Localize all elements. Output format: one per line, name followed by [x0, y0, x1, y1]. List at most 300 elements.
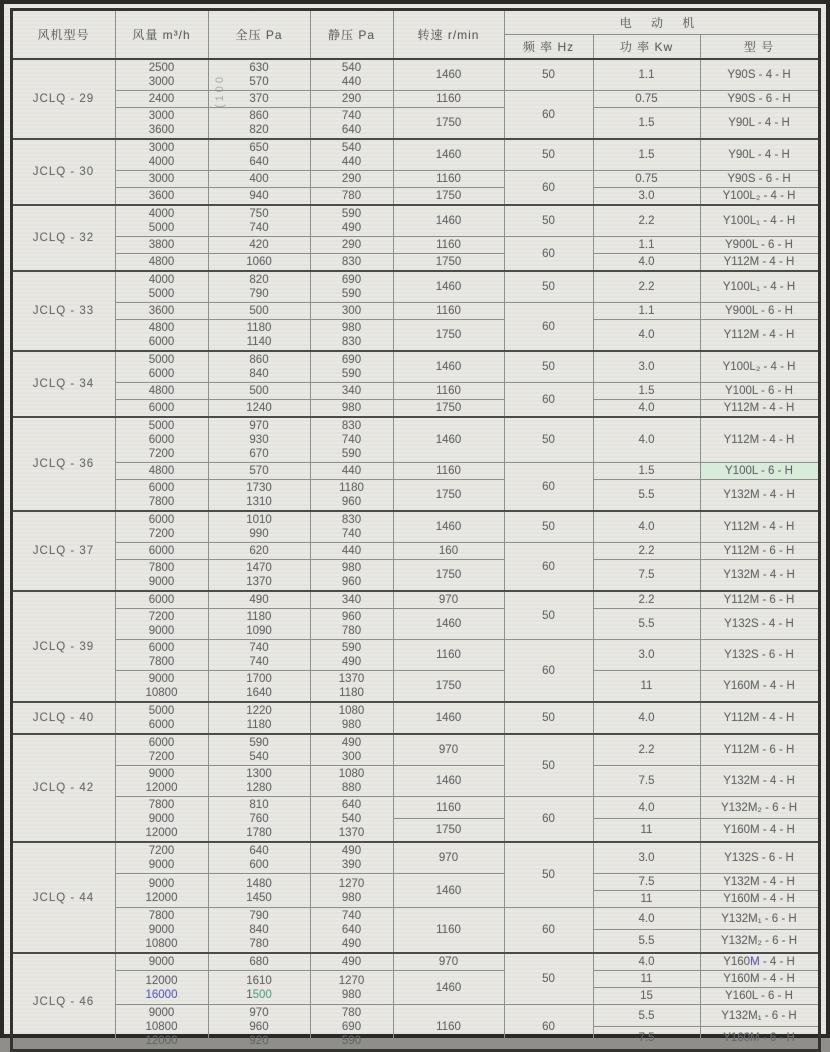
model-band	[11, 511, 819, 591]
flow-cell: 6000 7200	[115, 511, 208, 543]
motor-model-cell: Y100L₁ - 4 - H	[700, 271, 819, 303]
frequency-cell: 50	[504, 511, 593, 543]
speed-cell: 1160	[393, 237, 504, 254]
model-band	[11, 271, 819, 351]
static-pressure-cell: 830	[310, 254, 393, 272]
header-motor-model: 型 号	[700, 35, 819, 60]
flow-cell: 4000 5000	[115, 271, 208, 303]
header-frequency: 频 率 Hz	[504, 35, 593, 60]
frequency-cell: 50	[504, 734, 593, 797]
fan-spec-table	[10, 8, 821, 1052]
power-cell: 1.1	[593, 303, 700, 320]
motor-model-cell: Y132M - 4 - H	[700, 480, 819, 512]
speed-cell: 1460	[393, 702, 504, 734]
power-cell: 4.0	[593, 511, 700, 543]
total-pressure-cell: 940	[208, 188, 310, 206]
fan-model-cell: JCLQ - 32	[11, 205, 115, 271]
speed-cell: 970	[393, 591, 504, 609]
frequency-cell: 50	[504, 271, 593, 303]
total-pressure-cell: 1180 1090	[208, 609, 310, 640]
motor-model-cell: Y112M - 6 - H	[700, 591, 819, 609]
total-pressure-cell: 1700 1640	[208, 671, 310, 703]
total-pressure-cell: 370	[208, 91, 310, 108]
total-pressure-cell: 1220 1180	[208, 702, 310, 734]
frequency-cell: 60	[504, 1005, 593, 1051]
static-pressure-cell: 640 540 1370	[310, 797, 393, 843]
total-pressure-cell: 1180 1140	[208, 320, 310, 352]
speed-cell: 1460	[393, 511, 504, 543]
flow-cell: 12000 16000	[115, 971, 208, 1005]
flow-cell: 2400	[115, 91, 208, 108]
total-pressure-cell: 570	[208, 463, 310, 480]
table-row	[11, 91, 819, 108]
table-row	[11, 971, 819, 988]
static-pressure-cell: 590 490	[310, 205, 393, 237]
speed-cell: 1160	[393, 171, 504, 188]
flow-cell: 4800 6000	[115, 320, 208, 352]
total-pressure-cell: 970 930 670	[208, 417, 310, 463]
power-cell: 4.0	[593, 953, 700, 971]
total-pressure-cell: 400	[208, 171, 310, 188]
total-pressure-cell: 1240	[208, 400, 310, 418]
speed-cell: 1160	[393, 908, 504, 954]
speed-cell: 1460	[393, 971, 504, 1005]
frequency-cell: 60	[504, 383, 593, 418]
model-band	[11, 702, 819, 734]
power-cell: 0.75	[593, 91, 700, 108]
table-row	[11, 842, 819, 874]
frequency-cell: 50	[504, 351, 593, 383]
static-pressure-cell: 490 390	[310, 842, 393, 874]
motor-model-cell: Y112M - 4 - H	[700, 702, 819, 734]
motor-model-cell: Y90S - 6 - H	[700, 171, 819, 188]
static-pressure-cell: 980	[310, 400, 393, 418]
power-cell: 2.2	[593, 591, 700, 609]
flow-cell: 3000 4000	[115, 139, 208, 171]
speed-cell: 1160	[393, 383, 504, 400]
table-row	[11, 108, 819, 140]
speed-cell: 970	[393, 842, 504, 874]
motor-model-cell: Y100L₂ - 4 - H	[700, 351, 819, 383]
table-row	[11, 417, 819, 463]
flow-cell: 3600	[115, 303, 208, 320]
motor-model-cell: Y160M - 4 - H	[700, 891, 819, 908]
total-pressure-cell: 820 790	[208, 271, 310, 303]
total-pressure-cell: 640 600	[208, 842, 310, 874]
flow-cell: 4800	[115, 254, 208, 272]
static-pressure-cell: 340	[310, 591, 393, 609]
table-row	[11, 609, 819, 640]
flow-cell: 6000 7200	[115, 734, 208, 766]
motor-model-cell: Y100L₂ - 4 - H	[700, 188, 819, 206]
speed-cell: 1460	[393, 205, 504, 237]
static-pressure-cell: 440	[310, 543, 393, 560]
fan-model-cell: JCLQ - 40	[11, 702, 115, 734]
table-row	[11, 560, 819, 592]
total-pressure-cell: 590 540	[208, 734, 310, 766]
frequency-cell: 60	[504, 463, 593, 512]
frequency-cell: 50	[504, 205, 593, 237]
motor-model-cell: Y132M - 4 - H	[700, 766, 819, 797]
static-pressure-cell: 1270 980	[310, 971, 393, 1005]
motor-model-cell: Y160M - 6 - H	[700, 1027, 819, 1051]
power-cell: 4.0	[593, 400, 700, 418]
speed-cell: 1460	[393, 59, 504, 91]
power-cell: 4.0	[593, 797, 700, 819]
model-band	[11, 205, 819, 271]
power-cell: 7.5	[593, 766, 700, 797]
motor-model-cell: Y160M - 4 - H	[700, 953, 819, 971]
motor-model-cell: Y90S - 6 - H	[700, 91, 819, 108]
static-pressure-cell: 300	[310, 303, 393, 320]
model-band	[11, 351, 819, 417]
speed-cell: 1460	[393, 351, 504, 383]
power-cell: 4.0	[593, 702, 700, 734]
header-flow: 风量 m³/h	[115, 10, 208, 60]
speed-cell: 1160	[393, 797, 504, 819]
table-row	[11, 383, 819, 400]
table-row	[11, 237, 819, 254]
fan-model-cell: JCLQ - 42	[11, 734, 115, 842]
header-speed: 转速 r/min	[393, 10, 504, 60]
speed-cell: 1160	[393, 1005, 504, 1051]
power-cell: 5.5	[593, 609, 700, 640]
motor-model-cell: Y100L₁ - 4 - H	[700, 205, 819, 237]
total-pressure-cell: 650 640	[208, 139, 310, 171]
frequency-cell: 50	[504, 591, 593, 640]
static-pressure-cell: 290	[310, 91, 393, 108]
motor-model-cell: Y112M - 4 - H	[700, 254, 819, 272]
motor-model-cell: Y160M - 4 - H	[700, 971, 819, 988]
frequency-cell: 60	[504, 237, 593, 272]
flow-cell: 4800	[115, 383, 208, 400]
static-pressure-cell: 1080 880	[310, 766, 393, 797]
static-pressure-cell: 290	[310, 171, 393, 188]
table-row	[11, 171, 819, 188]
power-cell: 3.0	[593, 351, 700, 383]
total-pressure-cell: 1010 990	[208, 511, 310, 543]
flow-cell: 7800 9000 10800	[115, 908, 208, 954]
frequency-cell: 50	[504, 842, 593, 908]
total-pressure-cell: 970 960 920	[208, 1005, 310, 1051]
table-row	[11, 543, 819, 560]
static-pressure-cell: 780 690 590	[310, 1005, 393, 1051]
total-pressure-cell: 860 820	[208, 108, 310, 140]
total-pressure-cell: 680	[208, 953, 310, 971]
handwritten-stamp: (100	[214, 73, 226, 109]
flow-cell: 9000 12000	[115, 766, 208, 797]
table-row	[11, 797, 819, 819]
power-cell: 3.0	[593, 640, 700, 671]
total-pressure-cell: 620	[208, 543, 310, 560]
flow-cell: 3800	[115, 237, 208, 254]
power-cell: 1.5	[593, 383, 700, 400]
frequency-cell: 60	[504, 303, 593, 352]
frequency-cell: 50	[504, 953, 593, 1005]
power-cell: 4.0	[593, 908, 700, 930]
speed-cell: 1160	[393, 91, 504, 108]
power-cell: 2.2	[593, 734, 700, 766]
motor-model-cell: Y132S - 4 - H	[700, 609, 819, 640]
table-row	[11, 205, 819, 237]
speed-cell: 1750	[393, 400, 504, 418]
flow-cell: 6000 7800	[115, 480, 208, 512]
table-row	[11, 734, 819, 766]
speed-cell: 1460	[393, 417, 504, 463]
flow-cell: 4800	[115, 463, 208, 480]
power-cell: 2.2	[593, 543, 700, 560]
power-cell: 2.2	[593, 271, 700, 303]
table-row	[11, 254, 819, 272]
motor-model-cell: Y112M - 4 - H	[700, 417, 819, 463]
model-band	[11, 842, 819, 953]
table-row	[11, 640, 819, 671]
static-pressure-cell: 1180 960	[310, 480, 393, 512]
speed-cell: 1460	[393, 874, 504, 908]
flow-cell: 5000 6000	[115, 351, 208, 383]
table-row	[11, 271, 819, 303]
power-cell: 4.0	[593, 320, 700, 352]
flow-cell: 6000 7800	[115, 640, 208, 671]
power-cell: 11	[593, 971, 700, 988]
total-pressure-cell: 740 740	[208, 640, 310, 671]
table-row	[11, 320, 819, 352]
motor-model-cell: Y160M - 4 - H	[700, 819, 819, 842]
motor-model-cell: Y112M - 4 - H	[700, 320, 819, 352]
table-row	[11, 671, 819, 703]
flow-cell: 9000 10800 12000	[115, 1005, 208, 1051]
flow-cell: 3000 3600	[115, 108, 208, 140]
speed-cell: 1750	[393, 560, 504, 592]
frequency-cell: 60	[504, 171, 593, 206]
header-power: 功 率 Kw	[593, 35, 700, 60]
speed-cell: 1160	[393, 640, 504, 671]
motor-model-cell: Y160L - 6 - H	[700, 988, 819, 1005]
power-cell: 11	[593, 891, 700, 908]
motor-model-cell: Y900L - 6 - H	[700, 303, 819, 320]
table-row	[11, 953, 819, 971]
static-pressure-cell: 490 300	[310, 734, 393, 766]
power-cell: 7.5	[593, 560, 700, 592]
speed-cell: 1750	[393, 671, 504, 703]
power-cell: 7.5	[593, 1027, 700, 1051]
power-cell: 5.5	[593, 480, 700, 512]
speed-cell: 1750	[393, 320, 504, 352]
motor-model-cell: Y100L - 6 - H	[700, 463, 819, 480]
frequency-cell: 50	[504, 59, 593, 91]
frequency-cell: 60	[504, 908, 593, 954]
static-pressure-cell: 960 780	[310, 609, 393, 640]
power-cell: 11	[593, 671, 700, 703]
model-band	[11, 59, 819, 139]
frequency-cell: 50	[504, 702, 593, 734]
model-band	[11, 417, 819, 511]
table-row	[11, 139, 819, 171]
table-row	[11, 463, 819, 480]
static-pressure-cell: 980 830	[310, 320, 393, 352]
fan-model-cell: JCLQ - 33	[11, 271, 115, 351]
model-band	[11, 734, 819, 842]
speed-cell: 1750	[393, 188, 504, 206]
speed-cell: 1750	[393, 819, 504, 842]
fan-model-cell: JCLQ - 36	[11, 417, 115, 511]
table-row	[11, 591, 819, 609]
frequency-cell: 60	[504, 91, 593, 140]
power-cell: 5.5	[593, 930, 700, 953]
static-pressure-cell: 1370 1180	[310, 671, 393, 703]
motor-model-cell: Y132M₁ - 6 - H	[700, 1005, 819, 1027]
static-pressure-cell: 340	[310, 383, 393, 400]
static-pressure-cell: 440	[310, 463, 393, 480]
flow-cell: 7200 9000	[115, 609, 208, 640]
flow-cell: 4000 5000	[115, 205, 208, 237]
table-row	[11, 400, 819, 418]
table-row	[11, 511, 819, 543]
header-static-pressure: 静压 Pa	[310, 10, 393, 60]
flow-cell: 3600	[115, 188, 208, 206]
fan-model-cell: JCLQ - 37	[11, 511, 115, 591]
speed-cell: 1750	[393, 108, 504, 140]
model-band	[11, 953, 819, 1051]
total-pressure-cell: 500	[208, 383, 310, 400]
motor-model-cell: Y132S - 6 - H	[700, 842, 819, 874]
static-pressure-cell: 830 740 590	[310, 417, 393, 463]
motor-model-cell: Y132S - 6 - H	[700, 640, 819, 671]
motor-model-cell: Y112M - 4 - H	[700, 400, 819, 418]
static-pressure-cell: 830 740	[310, 511, 393, 543]
fan-model-cell: JCLQ - 44	[11, 842, 115, 953]
power-cell: 1.1	[593, 59, 700, 91]
model-band	[11, 139, 819, 205]
static-pressure-cell: 540 440	[310, 59, 393, 91]
static-pressure-cell: 780	[310, 188, 393, 206]
speed-cell: 1460	[393, 271, 504, 303]
motor-model-cell: Y132M₂ - 6 - H	[700, 930, 819, 953]
power-cell: 1.1	[593, 237, 700, 254]
speed-cell: 970	[393, 734, 504, 766]
motor-model-cell: Y132M - 4 - H	[700, 560, 819, 592]
flow-cell: 7800 9000 12000	[115, 797, 208, 843]
speed-cell: 1750	[393, 480, 504, 512]
header-total-pressure: 全压 Pa	[208, 10, 310, 60]
table-row	[11, 351, 819, 383]
total-pressure-cell: 500	[208, 303, 310, 320]
speed-cell: 1750	[393, 254, 504, 272]
motor-model-cell: Y90L - 4 - H	[700, 108, 819, 140]
motor-model-cell: Y90L - 4 - H	[700, 139, 819, 171]
fan-model-cell: JCLQ - 39	[11, 591, 115, 702]
table-row	[11, 874, 819, 891]
table-row	[11, 303, 819, 320]
flow-cell: 3000	[115, 171, 208, 188]
flow-cell: 6000	[115, 591, 208, 609]
motor-model-cell: Y132M₂ - 6 - H	[700, 797, 819, 819]
total-pressure-cell: 1480 1450	[208, 874, 310, 908]
speed-cell: 1160	[393, 303, 504, 320]
table-row	[11, 1005, 819, 1027]
power-cell: 11	[593, 819, 700, 842]
total-pressure-cell: 1610 1500	[208, 971, 310, 1005]
total-pressure-cell: 810 760 1780	[208, 797, 310, 843]
fan-model-cell: JCLQ - 30	[11, 139, 115, 205]
static-pressure-cell: 740 640 490	[310, 908, 393, 954]
total-pressure-cell: 1060	[208, 254, 310, 272]
frequency-cell: 50	[504, 417, 593, 463]
static-pressure-cell: 490	[310, 953, 393, 971]
fan-model-cell: JCLQ - 46	[11, 953, 115, 1051]
power-cell: 1.5	[593, 108, 700, 140]
static-pressure-cell: 1270 980	[310, 874, 393, 908]
power-cell: 1.5	[593, 463, 700, 480]
table-row	[11, 766, 819, 797]
flow-cell: 7800 9000	[115, 560, 208, 592]
fan-model-cell: JCLQ - 34	[11, 351, 115, 417]
motor-model-cell: Y132M - 4 - H	[700, 874, 819, 891]
power-cell: 3.0	[593, 188, 700, 206]
motor-model-cell: Y112M - 6 - H	[700, 543, 819, 560]
power-cell: 4.0	[593, 254, 700, 272]
power-cell: 0.75	[593, 171, 700, 188]
flow-cell: 5000 6000 7200	[115, 417, 208, 463]
motor-model-cell: Y112M - 6 - H	[700, 734, 819, 766]
frequency-cell: 60	[504, 543, 593, 592]
motor-model-cell: Y100L - 6 - H	[700, 383, 819, 400]
motor-model-cell: Y160M - 4 - H	[700, 671, 819, 703]
static-pressure-cell: 690 590	[310, 351, 393, 383]
static-pressure-cell: 690 590	[310, 271, 393, 303]
flow-cell: 5000 6000	[115, 702, 208, 734]
total-pressure-cell: 490	[208, 591, 310, 609]
total-pressure-cell: 860 840	[208, 351, 310, 383]
flow-cell: 7200 9000	[115, 842, 208, 874]
static-pressure-cell: 590 490	[310, 640, 393, 671]
power-cell: 1.5	[593, 139, 700, 171]
flow-cell: 9000 10800	[115, 671, 208, 703]
power-cell: 15	[593, 988, 700, 1005]
motor-model-cell: Y112M - 4 - H	[700, 511, 819, 543]
header-motor-group: 电 动 机	[504, 10, 819, 35]
fan-model-cell: JCLQ - 29	[11, 59, 115, 139]
frequency-cell: 60	[504, 640, 593, 703]
table-header	[11, 10, 819, 60]
flow-cell: 9000	[115, 953, 208, 971]
flow-cell: 2500 3000	[115, 59, 208, 91]
speed-cell: 1460	[393, 139, 504, 171]
total-pressure-cell: 790 840 780	[208, 908, 310, 954]
header-fan-model: 风机型号	[11, 10, 115, 60]
total-pressure-cell: 630 570	[208, 59, 310, 91]
total-pressure-cell: 750 740	[208, 205, 310, 237]
total-pressure-cell: 1470 1370	[208, 560, 310, 592]
total-pressure-cell: 1730 1310	[208, 480, 310, 512]
motor-model-cell: Y90S - 4 - H	[700, 59, 819, 91]
static-pressure-cell: 1080 980	[310, 702, 393, 734]
power-cell: 5.5	[593, 1005, 700, 1027]
table-row	[11, 59, 819, 91]
model-band	[11, 591, 819, 702]
speed-cell: 970	[393, 953, 504, 971]
flow-cell: 6000	[115, 400, 208, 418]
motor-model-cell: Y900L - 6 - H	[700, 237, 819, 254]
power-cell: 7.5	[593, 874, 700, 891]
flow-cell: 6000	[115, 543, 208, 560]
power-cell: 4.0	[593, 417, 700, 463]
speed-cell: 160	[393, 543, 504, 560]
speed-cell: 1460	[393, 766, 504, 797]
frequency-cell: 50	[504, 139, 593, 171]
frequency-cell: 60	[504, 797, 593, 843]
flow-cell: 9000 12000	[115, 874, 208, 908]
